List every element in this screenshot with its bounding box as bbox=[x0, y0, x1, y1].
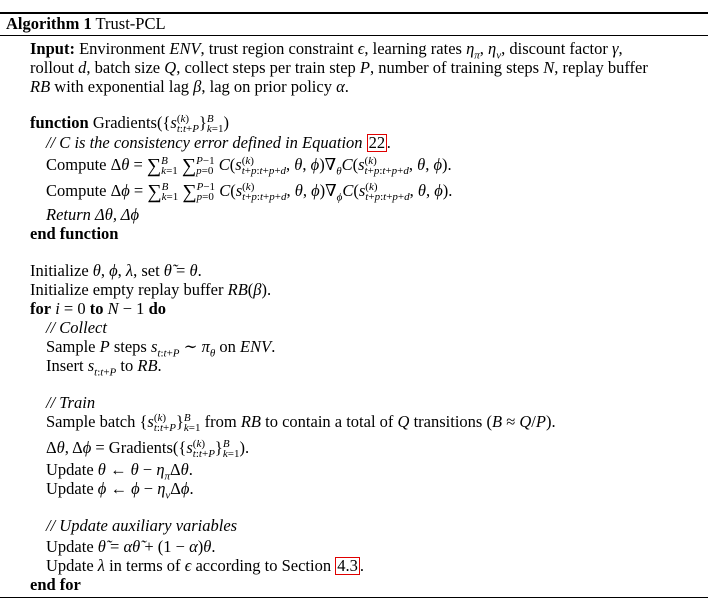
function-name: Gradients bbox=[92, 113, 157, 132]
consistency-comment: // C is the consistency error defined in Equation 22 . bbox=[46, 133, 392, 152]
init-line-2: Initialize empty replay buffer RB(β). bbox=[30, 280, 272, 299]
function-header: function Gradients({s (k) t:t+P } B k=1 ) bbox=[30, 113, 229, 136]
bottom-rule bbox=[0, 597, 708, 598]
compute-theta-line: Compute Δθ = ∑ B k=1 ∑ P−1 p=0 C(s (k) t+p:t+p+d , θ, $\phi)\nabla_\theta C(s$ (k) t+p:t+p+d , θ, ϕ). bbox=[46, 155, 452, 178]
train-comment: // Train bbox=[46, 393, 96, 412]
train-update-theta-line: Update θ ← $\theta - \eta_\pi\Delta\theta$. bbox=[46, 460, 193, 483]
input-line-3: RB with exponential lag β, lag on prior policy α. bbox=[30, 77, 349, 96]
title-rule bbox=[0, 35, 708, 36]
train-gradients-line: Δθ, Δϕ = Gradients({s (k) t:t+P } B k=1 ). bbox=[46, 438, 250, 461]
for-line: for i = 0 to N − 1 do bbox=[30, 299, 166, 318]
collect-comment: // Collect bbox=[46, 318, 107, 337]
collect-insert-line: Insert $s_{t:t+P}$ to RB. bbox=[46, 356, 162, 379]
algorithm-name: Trust-PCL bbox=[95, 14, 166, 33]
algorithm-label: Algorithm 1 bbox=[6, 14, 92, 33]
collect-sample-line: Sample P steps $s_{t:t+P}$ ∼ $\pi_\theta$ on ENV. bbox=[46, 337, 276, 360]
init-line-1: Initialize θ, ϕ, λ, set θ̃ = θ. bbox=[30, 261, 202, 280]
algorithm-title bbox=[6, 14, 166, 34]
equation-ref-link[interactable]: 22 bbox=[368, 133, 386, 152]
train-update-phi-line: Update ϕ ← $\phi - \eta_v\Delta\phi$. bbox=[46, 479, 194, 502]
input-line-2: rollout d, batch size Q, collect steps per train step P, number of training steps N, replay buffer bbox=[30, 58, 648, 77]
section-ref-link[interactable]: 4.3 bbox=[337, 556, 358, 575]
input-keyword: Input: bbox=[30, 39, 75, 58]
end-for: end for bbox=[30, 575, 81, 594]
end-function: end function bbox=[30, 224, 119, 243]
aux-comment: // Update auxiliary variables bbox=[46, 516, 238, 535]
return-line: Return Δθ, Δϕ bbox=[46, 205, 140, 224]
aux-update-theta-line: Update θ̃ = αθ̃ + (1 − α)θ. bbox=[46, 537, 216, 556]
train-sample-line: Sample batch {s (k) t:t+P } B k=1 from RB to contain a total of Q transitions (B ≈ Q/P). bbox=[46, 412, 556, 435]
compute-phi-line: Compute Δϕ = ∑ B k=1 ∑ P−1 p=0 C(s (k) t+p:t+p+d , θ, $\phi)\nabla_\phi C(s$ (k) t+p:t+p+d , θ, ϕ). bbox=[46, 181, 453, 204]
aux-update-lambda-line: Update λ in terms of ϵ according to Section 4.3 . bbox=[46, 556, 364, 575]
function-keyword: function bbox=[30, 113, 89, 132]
input-line-1: Input: Environment ENV, trust region constraint ϵ, learning rates $\eta_\pi$, $\eta_v$, discount factor γ, bbox=[30, 39, 623, 62]
